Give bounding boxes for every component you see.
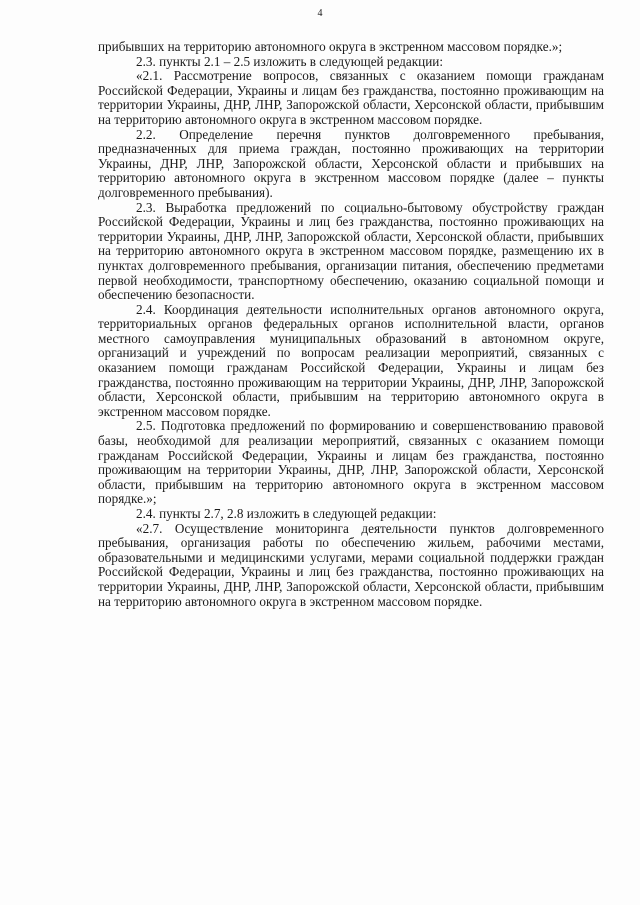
document-body <box>98 40 604 609</box>
paragraph-item-2-1: «2.1. Рассмотрение вопросов, связанных с оказанием помощи гражданам Российской Федерации, Украины и лицам без гражданства, постоянно проживающим на территории Украины, ДНР, ЛНР, Запорожской области, Херсонской области, прибывшим на территорию автономного округа в экстренном массовом порядке. <box>98 68 604 127</box>
paragraph-item-2-2: 2.2. Определение перечня пунктов долговременного пребывания, предназначенных для приема граждан, постоянно проживающих на территории Украины, ДНР, ЛНР, Запорожской области, Херсонской области и прибывших на территорию автономного округа в экстренном массовом порядке (далее – пункты долговременного пребывания). <box>98 126 604 200</box>
paragraph-amendment-2-3: 2.3. пункты 2.1 – 2.5 изложить в следующей редакции: <box>136 53 443 69</box>
paragraph-item-2-5: 2.5. Подготовка предложений по формированию и совершенствованию правовой базы, необходимой для реализации мероприятий, связанных с оказанием помощи гражданам Российской Федерации, Украины и лицам без гражданства, постоянно проживающим на территории Украины, ДНР, ЛНР, Запорожской области, Херсонской области, прибывшим на территорию автономного округа в экстренном массовом порядке.»; <box>98 418 604 507</box>
paragraph-item-2-4: 2.4. Координация деятельности исполнительных органов автономного округа, территориальных органов федеральных органов исполнительной власти, органов местного самоуправления муниципальных образований в автономном округе, организаций и учреждений по вопросам реализации мероприятий, связанных с оказанием помощи гражданам Российской Федерации, Украины и лицам без гражданства, постоянно проживающим на территории Украины, ДНР, ЛНР, Запорожской области, Херсонской области, прибывшим на территорию автономного округа в экстренном массовом порядке. <box>98 301 604 419</box>
paragraph-item-2-3: 2.3. Выработка предложений по социально-бытовому обустройству граждан Российской Федерации, Украины и лиц без гражданства, постоянно проживающих на территории Украины, ДНР, ЛНР, Запорожской области, Херсонской области, прибывших на территорию автономного округа в экстренном массовом порядке, размещению их в пунктах долговременного пребывания, организации питания, обеспечению предметами первой необходимости, транспортному обеспечению, оказанию социальной помощи и обеспечению безопасности. <box>98 199 604 303</box>
paragraph-amendment-2-4: 2.4. пункты 2.7, 2.8 изложить в следующей редакции: <box>136 506 437 521</box>
page-number: 4 <box>317 8 323 19</box>
paragraph-continuation: прибывших на территорию автономного округа в экстренном массовом порядке.»; <box>98 39 563 54</box>
paragraph-item-2-7: «2.7. Осуществление мониторинга деятельности пунктов долговременного пребывания, организация работы по обеспечению жильем, рабочими местами, образовательными и медицинскими услугами, мерами социальной поддержки граждан Российской Федерации, Украины и лиц без гражданства, постоянно проживающих на территории Украины, ДНР, ЛНР, Запорожской области, Херсонской области, прибывшим на территорию автономного округа в экстренном массовом порядке. <box>98 520 604 609</box>
